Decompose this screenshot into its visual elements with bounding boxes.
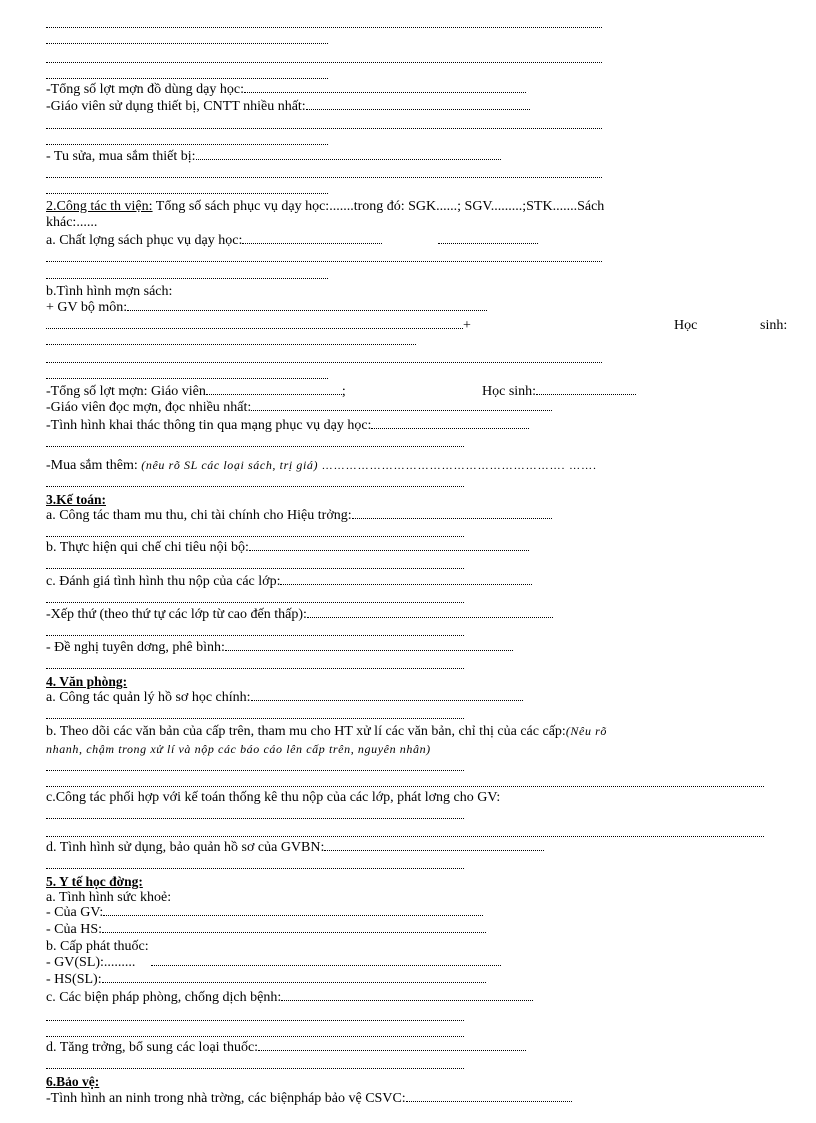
reader-line — [46, 400, 552, 415]
fill-dots — [281, 1000, 533, 1001]
library-books-line: Tổng số sách phục vụ dạy học:.......trong đó: SGK......; SGV.........;STK.......Sách — [152, 199, 605, 214]
ranking-label: -Xếp thứ (theo thứ tự các lớp từ cao đến thấp): — [46, 607, 307, 622]
dotted-line — [46, 786, 764, 787]
prevention-line — [46, 990, 533, 1005]
library-quality-label: a. Chất lợng sách phục vụ dạy học: — [46, 233, 243, 248]
dotted-line — [46, 62, 602, 63]
hs-sl-label: - HS(SL): — [46, 972, 102, 987]
total-borrowed-line — [46, 82, 526, 97]
dotted-line — [46, 1020, 464, 1021]
praise-line — [46, 640, 513, 655]
library-quality-line — [46, 233, 538, 248]
dotted-line — [46, 718, 464, 719]
dotted-line — [46, 568, 464, 569]
students-count-label: Học sinh: — [482, 384, 537, 399]
dotted-line — [46, 818, 464, 819]
coordination-label: c.Công tác phối hợp với kế toán thống kê thu nộp của các lớp, phát lơng cho GV: — [46, 790, 501, 805]
purchase-line — [46, 458, 597, 474]
dotted-line — [46, 193, 328, 194]
dotted-line — [46, 868, 464, 869]
fill-dots — [46, 328, 463, 329]
security-status-line — [46, 1091, 572, 1106]
library-other-line — [46, 215, 97, 230]
fill-dots — [536, 394, 636, 395]
repair-label: - Tu sửa, mua sắm thiết bị: — [46, 149, 196, 164]
internet-line — [46, 418, 529, 433]
purchase-label: -Mua sắm thêm: — [46, 458, 138, 473]
medicine-line — [46, 939, 149, 954]
dotted-line — [46, 486, 464, 487]
fill-dots — [306, 109, 530, 110]
documents-line — [46, 724, 607, 739]
dotted-line — [46, 378, 328, 379]
repair-line — [46, 149, 501, 164]
fill-dots — [280, 584, 532, 585]
rules-line — [46, 540, 529, 555]
fill-dots — [206, 394, 342, 395]
total-borrowed-label: -Tổng số lợt mợn đồ dùng dạy học: — [46, 82, 244, 97]
documents-label: b. Theo dõi các văn bản của cấp trên, tham mu cho HT xử lí các văn bản, chỉ thị của các cấp: — [46, 724, 566, 739]
teachers-health-line — [46, 905, 483, 920]
purchase-note: (nêu rõ SL các loại sách, trị giá) — [141, 458, 319, 472]
dotted-line — [46, 344, 416, 345]
dotted-line — [46, 261, 602, 262]
fill-dots — [244, 92, 526, 93]
ranking-line — [46, 607, 553, 622]
gvbn-label: d. Tình hình sử dụng, bảo quản hồ sơ của GVBN: — [46, 840, 325, 855]
fill-dots — [406, 1101, 572, 1102]
dotted-line — [46, 27, 602, 28]
evaluation-label: c. Đánh giá tình hình thu nộp của các lớp: — [46, 574, 281, 589]
fill-dots — [151, 965, 501, 966]
library-header: 2.Công tác th viện: — [46, 199, 153, 214]
teacher-dept-label: + GV bộ môn: — [46, 300, 128, 315]
dotted-line — [46, 1068, 464, 1069]
fill-dots — [251, 410, 552, 411]
fill-dots — [258, 1050, 526, 1051]
dotted-line — [46, 177, 602, 178]
students-word-1: Học — [674, 318, 698, 333]
fill-dots — [352, 518, 552, 519]
health-header: 5. Y tế học đờng: — [46, 874, 143, 889]
prevention-label: c. Các biện pháp phòng, chống dịch bệnh: — [46, 990, 282, 1005]
fill-dots — [196, 159, 501, 160]
borrow-status-line — [46, 284, 172, 299]
dotted-line — [46, 836, 764, 837]
dotted-line — [46, 635, 464, 636]
supply-label: d. Tăng trởng, bổ sung các loại thuốc: — [46, 1040, 259, 1055]
borrow-status-label: b.Tình hình mợn sách: — [46, 284, 173, 299]
students-count-line — [482, 384, 636, 399]
documents-note-2: nhanh, chậm trong xử lí và nộp các báo cáo lên cấp trên, nguyên nhân) — [46, 742, 431, 756]
rules-label: b. Thực hiện qui chế chi tiêu nội bộ: — [46, 540, 249, 555]
supply-line — [46, 1040, 526, 1055]
dotted-line — [46, 446, 464, 447]
fill-dots — [371, 428, 529, 429]
office-header: 4. Văn phòng: — [46, 674, 128, 689]
students-word-2: sinh: — [760, 318, 788, 333]
fill-dots — [102, 982, 486, 983]
coordination-line — [46, 790, 500, 805]
most-used-label: -Giáo viên sử dụng thiết bị, CNTT nhiều nhất: — [46, 99, 306, 114]
health-status-label: a. Tình hình sức khoẻ: — [46, 890, 172, 905]
students-health-line — [46, 922, 486, 937]
fill-dots — [225, 650, 513, 651]
internet-label: -Tình hình khai thác thông tin qua mạng phục vụ dạy học: — [46, 418, 372, 433]
dotted-line — [46, 128, 602, 129]
semicolon: ; — [341, 384, 346, 399]
gv-sl-line — [46, 955, 501, 970]
advice-label: a. Công tác tham mu thu, chi tài chính cho Hiệu trởng: — [46, 508, 352, 523]
plus-sign: + — [463, 318, 471, 333]
health-status-line — [46, 890, 171, 905]
fill-dots — [242, 243, 382, 244]
students-health-label: - Của HS: — [46, 922, 102, 937]
teacher-dept-line — [46, 300, 487, 315]
fill-dots — [102, 932, 486, 933]
library-other-label: khác:...... — [46, 215, 98, 230]
library-line — [46, 199, 776, 214]
dotted-line — [46, 362, 602, 363]
dotted-line — [46, 770, 464, 771]
dotted-line — [46, 43, 328, 44]
fill-dots — [251, 700, 523, 701]
dotted-line — [46, 668, 464, 669]
dotted-line — [46, 536, 464, 537]
documents-note-1: (Nêu rõ — [565, 724, 608, 738]
dotted-line — [46, 278, 328, 279]
fill-dots — [438, 243, 538, 244]
advice-line — [46, 508, 552, 523]
praise-label: - Đề nghị tuyên dơng, phê bình: — [46, 640, 225, 655]
fill-dots — [103, 915, 483, 916]
dotted-line — [46, 602, 464, 603]
security-status-label: -Tình hình an ninh trong nhà trờng, các biệnpháp bảo vệ CSVC: — [46, 1091, 406, 1106]
total-library-label: -Tổng số lợt mợn: Giáo viên — [46, 384, 206, 399]
fill-dots — [324, 850, 544, 851]
dotted-line — [46, 78, 328, 79]
records-label: a. Công tác quản lý hồ sơ học chính: — [46, 690, 251, 705]
total-library-line — [46, 384, 346, 399]
dotted-line — [46, 1036, 464, 1037]
students-line — [46, 318, 471, 333]
most-used-line — [46, 99, 530, 114]
security-header: 6.Bảo vệ: — [46, 1074, 100, 1089]
fill-dots — [127, 310, 487, 311]
purchase-dots: ……………………………………………………. ……. — [321, 460, 597, 472]
accounting-header: 3.Kế toán: — [46, 492, 106, 507]
evaluation-line — [46, 574, 532, 589]
fill-dots — [307, 617, 553, 618]
teachers-health-label: - Của GV: — [46, 905, 104, 920]
reader-label: -Giáo viên đọc mợn, đọc nhiều nhất: — [46, 400, 252, 415]
fill-dots — [249, 550, 529, 551]
hs-sl-line — [46, 972, 486, 987]
dotted-line — [46, 144, 328, 145]
gvbn-line — [46, 840, 544, 855]
records-line — [46, 690, 523, 705]
gv-sl-label: - GV(SL):......... — [46, 955, 136, 970]
medicine-label: b. Cấp phát thuốc: — [46, 939, 149, 954]
